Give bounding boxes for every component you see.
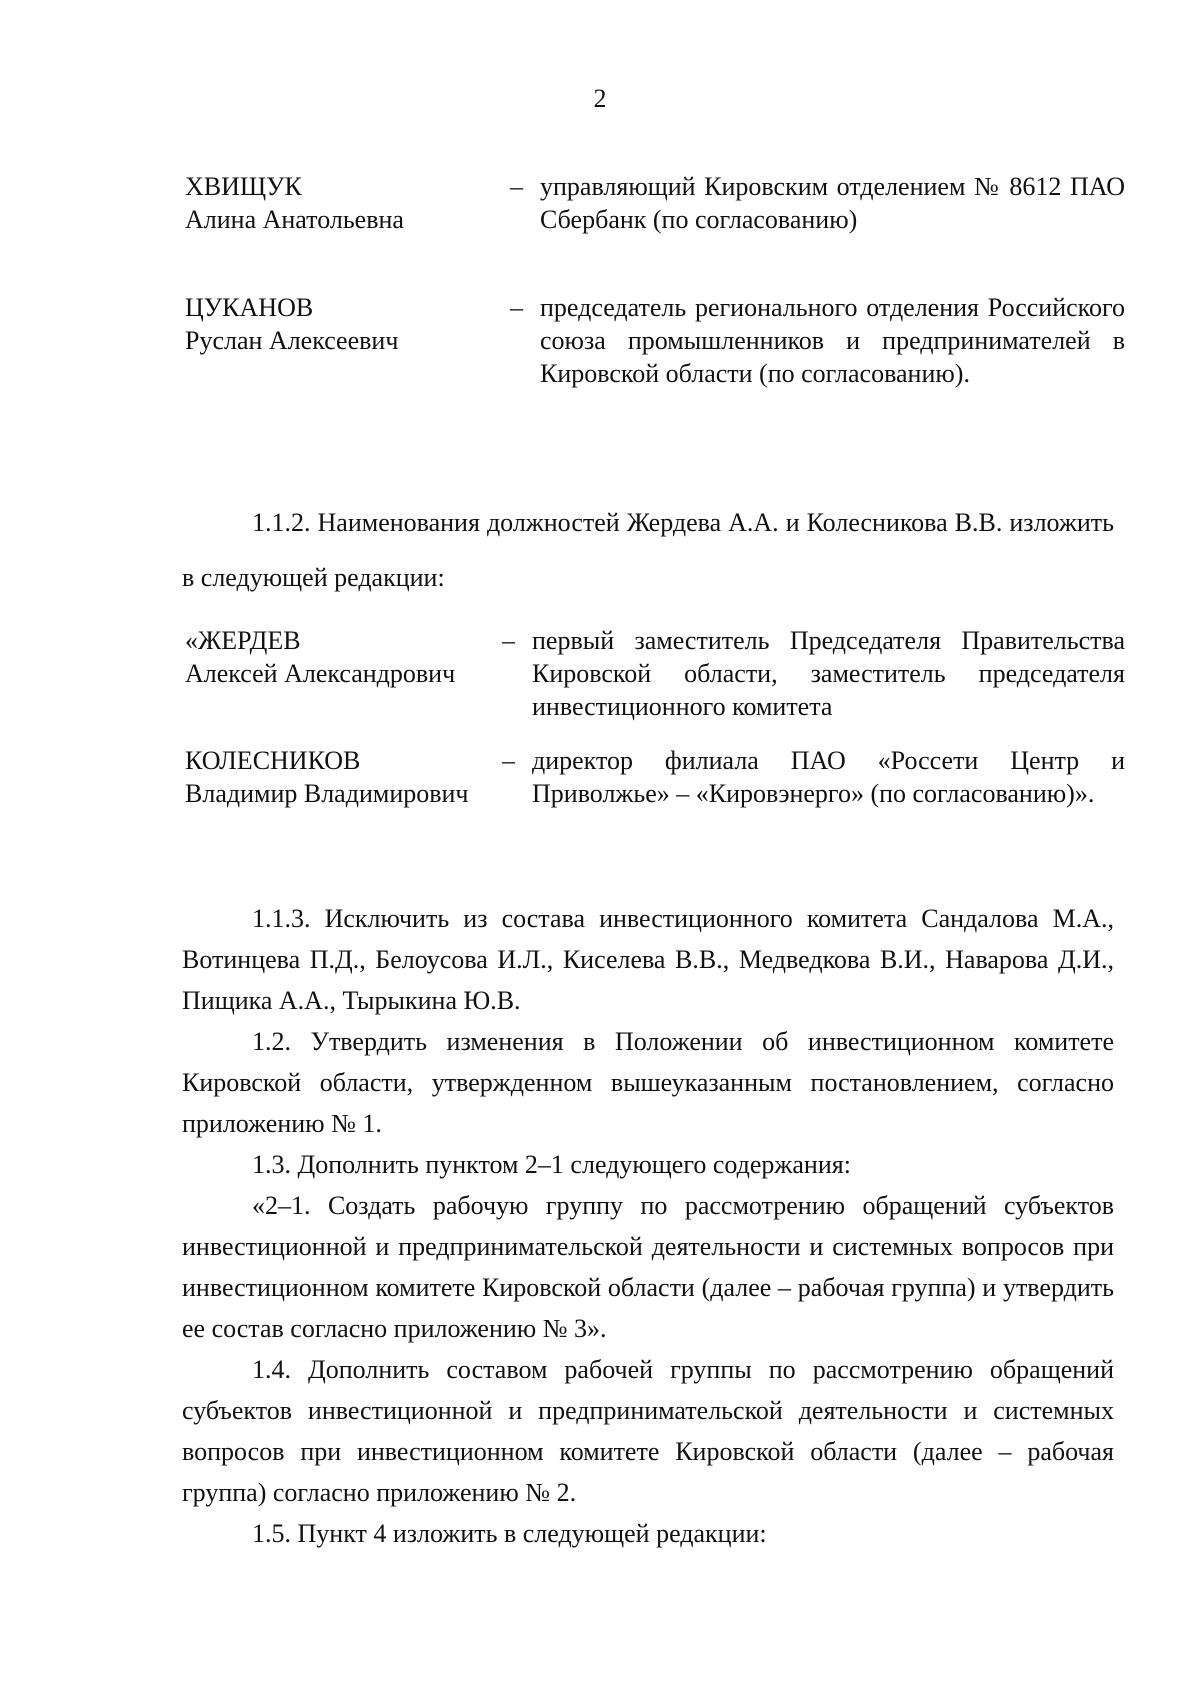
- paragraph-1-2: [182, 1021, 1114, 1144]
- paragraph-text: 1.1.2. Наименования должностей Жердева А.А. и Колесникова В.В. изложить в следующей редакции:: [182, 508, 1114, 592]
- page-number: 2: [593, 84, 607, 113]
- member-given-names: Руслан Алексеевич: [185, 326, 399, 355]
- member-role: первый заместитель Председателя Правительства Кировской области, заместитель председателя инвестиционного комитета: [532, 626, 1125, 721]
- member-entry-khvishchuk: [185, 170, 1125, 236]
- member-name: [185, 291, 510, 390]
- member-role: управляющий Кировским отделением № 8612 ПАО Сбербанк (по согласованию): [540, 172, 1125, 234]
- member-name: [185, 624, 502, 723]
- paragraph-1-4: [182, 1349, 1114, 1513]
- paragraph-1-3: [182, 1144, 1114, 1185]
- member-surname: «ЖЕРДЕВ: [185, 626, 301, 655]
- member-given-names: Алина Анатольевна: [185, 205, 404, 234]
- paragraph-text: 1.3. Дополнить пунктом 2–1 следующего содержания:: [252, 1150, 851, 1179]
- paragraph-text: 1.1.3. Исключить из состава инвестиционного комитета Сандалова М.А., Вотинцева П.Д., Белоусова И.Л., Киселева В.В., Медведкова В.И., Наварова Д.И., Пищика А.А., Тырыкина Ю.В.: [182, 904, 1114, 1015]
- member-role: председатель регионального отделения Российского союза промышленников и предпринимателей в Кировской области (по согласованию).: [540, 293, 1125, 388]
- member-dash: –: [502, 746, 515, 775]
- member-role: директор филиала ПАО «Россети Центр и Приволжье» – «Кировэнерго» (по согласованию)».: [532, 746, 1125, 808]
- paragraph-1-5: [182, 1513, 1114, 1554]
- member-entry-kolesnikov: [185, 744, 1125, 810]
- paragraph-2-1: [182, 1185, 1114, 1349]
- member-entry-zherdev: [185, 624, 1125, 723]
- paragraph-text: 1.5. Пункт 4 изложить в следующей редакции:: [252, 1519, 767, 1548]
- member-dash: –: [502, 626, 515, 655]
- paragraph-1-1-3: [182, 898, 1114, 1021]
- paragraph-text: 1.4. Дополнить составом рабочей группы по рассмотрению обращений субъектов инвестиционной и предпринимательской деятельности и системных вопросов при инвестиционном комитете Кировской области (далее – рабочая группа) согласно приложению № 2.: [182, 1355, 1114, 1507]
- member-given-names: Алексей Александрович: [185, 659, 456, 688]
- member-name: [185, 744, 502, 810]
- member-surname: ХВИЩУК: [185, 172, 302, 201]
- paragraph-text: 1.2. Утвердить изменения в Положении об инвестиционном комитете Кировской области, утвержденном вышеуказанным постановлением, согласно приложению № 1.: [182, 1027, 1114, 1138]
- member-given-names: Владимир Владимирович: [185, 779, 469, 808]
- paragraph-1-1-2: [182, 495, 1114, 605]
- member-entry-tsukanov: [185, 291, 1125, 390]
- paragraph-text: «2–1. Создать рабочую группу по рассмотрению обращений субъектов инвестиционной и предпринимательской деятельности и системных вопросов при инвестиционном комитете Кировской области (далее – рабочая группа) и утвердить ее состав согласно приложению № 3».: [182, 1191, 1114, 1343]
- member-name: [185, 170, 510, 236]
- member-surname: КОЛЕСНИКОВ: [185, 746, 361, 775]
- member-surname: ЦУКАНОВ: [185, 293, 314, 322]
- member-dash: –: [510, 293, 523, 322]
- member-dash: –: [510, 172, 523, 201]
